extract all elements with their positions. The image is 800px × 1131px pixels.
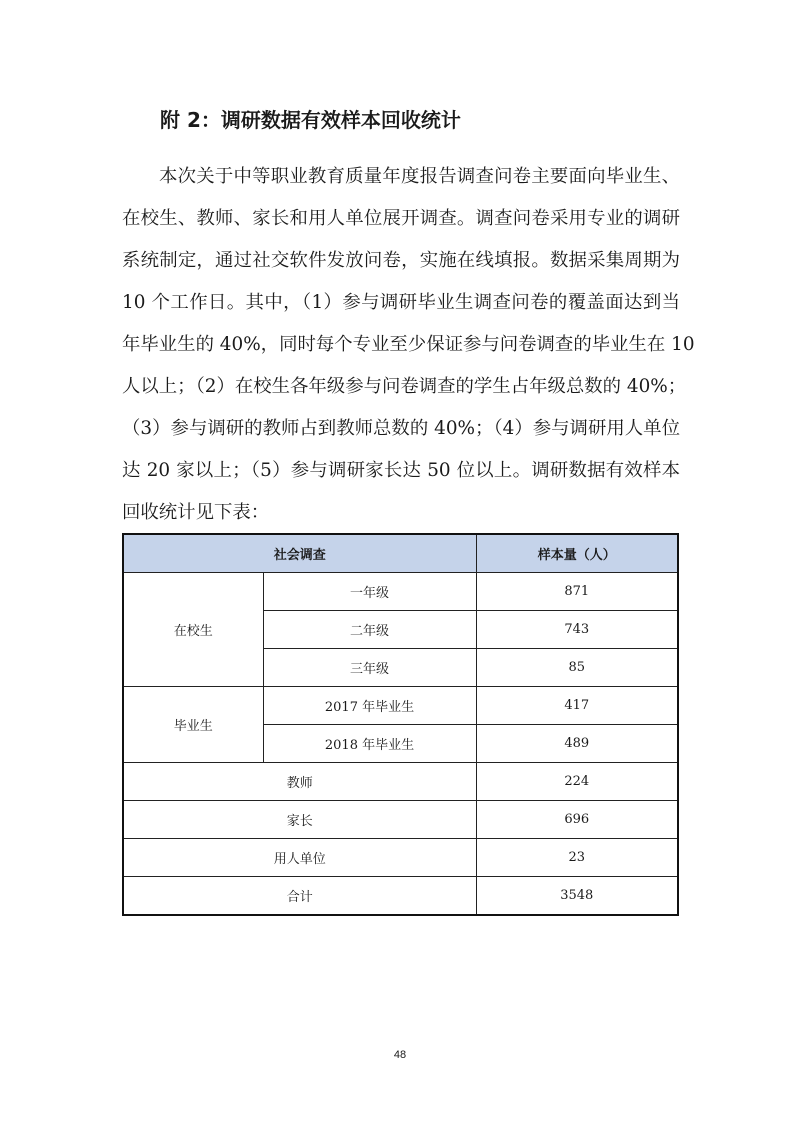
row-value: 417 — [476, 687, 678, 725]
table-row — [123, 839, 678, 877]
group-label: 在校生 — [123, 573, 263, 687]
paragraph-line: 本次关于中等职业教育质量年度报告调查问卷主要面向毕业生、 — [159, 166, 680, 187]
row-value: 85 — [476, 649, 678, 687]
paragraph-line: 年毕业生的 40%，同时每个专业至少保证参与问卷调查的毕业生在 10 — [122, 334, 695, 355]
row-label: 2017 年毕业生 — [263, 687, 476, 725]
row-value: 743 — [476, 611, 678, 649]
body-paragraph — [122, 160, 695, 538]
table-row — [123, 687, 678, 725]
row-label: 三年级 — [263, 649, 476, 687]
paragraph-line: 在校生、教师、家长和用人单位展开调查。调查问卷采用专业的调研 — [122, 208, 680, 229]
row-value: 23 — [476, 839, 678, 877]
paragraph-line: 系统制定，通过社交软件发放问卷，实施在线填报。数据采集周期为 — [122, 250, 680, 271]
table-row — [123, 801, 678, 839]
row-label: 用人单位 — [123, 839, 476, 877]
row-value: 696 — [476, 801, 678, 839]
row-value: 489 — [476, 725, 678, 763]
row-label: 合计 — [123, 877, 476, 916]
table-row — [123, 763, 678, 801]
header-sample-size: 样本量（人） — [476, 534, 678, 573]
row-label: 教师 — [123, 763, 476, 801]
paragraph-line: 回收统计见下表： — [122, 502, 270, 523]
row-label: 二年级 — [263, 611, 476, 649]
paragraph-line: （3）参与调研的教师占到教师总数的 40%；（4）参与调研用人单位 — [122, 418, 680, 439]
section-heading: 附 2：调研数据有效样本回收统计 — [160, 108, 461, 132]
table-row-total — [123, 877, 678, 916]
sample-statistics-table — [122, 533, 679, 916]
paragraph-line: 达 20 家以上；（5）参与调研家长达 50 位以上。调研数据有效样本 — [122, 460, 680, 481]
row-label: 2018 年毕业生 — [263, 725, 476, 763]
header-survey: 社会调查 — [123, 534, 476, 573]
row-value: 3548 — [476, 877, 678, 916]
table-row — [123, 573, 678, 611]
row-label: 一年级 — [263, 573, 476, 611]
row-value: 871 — [476, 573, 678, 611]
table-header-row — [123, 534, 678, 573]
paragraph-line: 人以上；（2）在校生各年级参与问卷调查的学生占年级总数的 40%； — [122, 376, 687, 397]
row-label: 家长 — [123, 801, 476, 839]
paragraph-line: 10 个工作日。其中，（1）参与调研毕业生调查问卷的覆盖面达到当 — [122, 292, 680, 313]
row-value: 224 — [476, 763, 678, 801]
group-label: 毕业生 — [123, 687, 263, 763]
page-number: 48 — [393, 1049, 407, 1061]
